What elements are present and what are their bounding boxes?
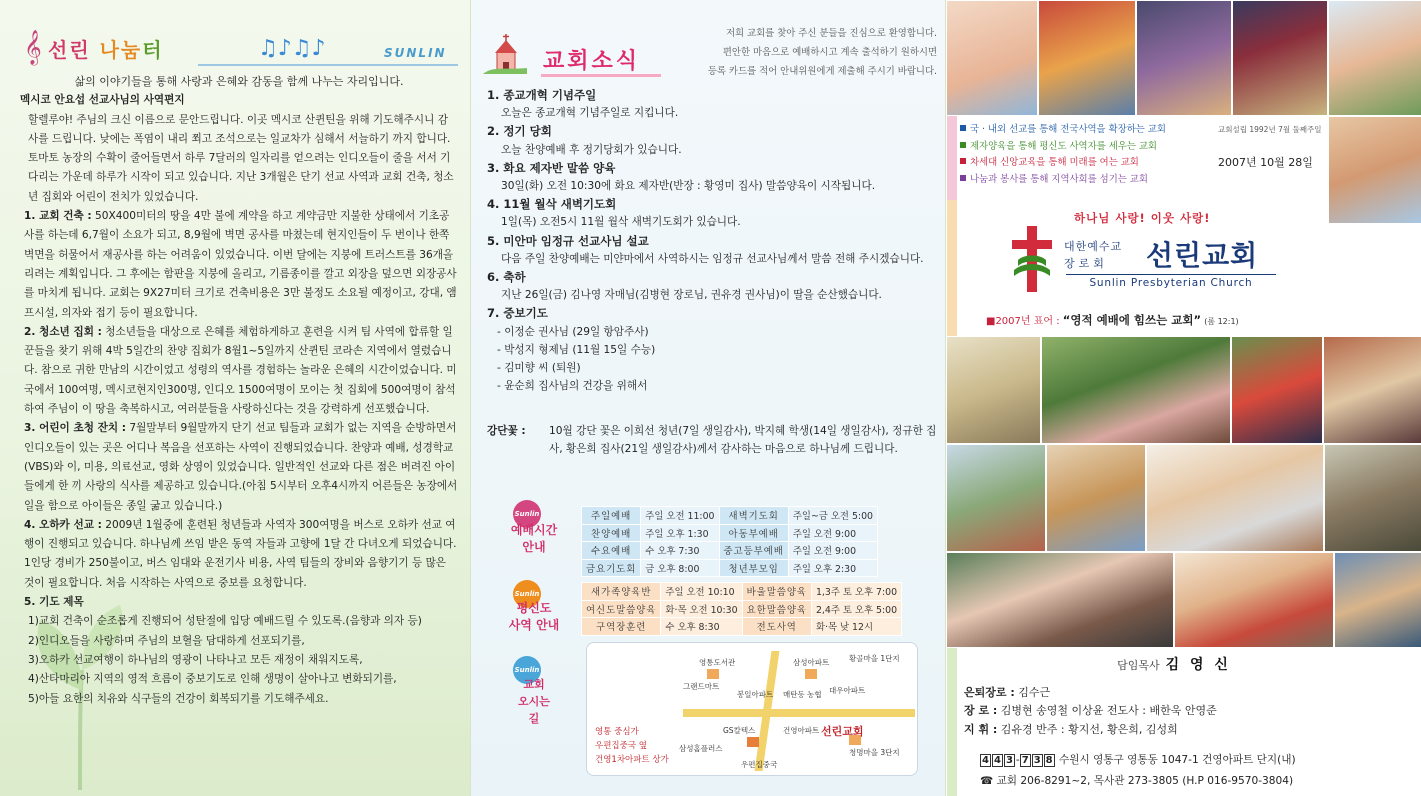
sunlin-badge-icon: Sunlin: [513, 656, 541, 684]
schedule-name: 찬양예배: [582, 524, 641, 542]
map-place: 청명마을 3단지: [849, 748, 900, 757]
schedule-time: 1,3주 토 오후 7:00: [811, 583, 901, 601]
worship-schedule-table: [581, 506, 878, 577]
sunlin-badge-icon: Sunlin: [513, 500, 541, 528]
church-building-icon: [483, 34, 527, 74]
schedule-row: [582, 600, 902, 618]
photo: [946, 552, 1174, 648]
schedule-name: 주일예배: [582, 507, 641, 525]
worship-label: 예배시간 안내: [510, 523, 558, 554]
music-clef-icon: 𝄞: [24, 30, 42, 65]
photo: [1174, 552, 1334, 648]
prayer-item: 5)아들 요한의 치유와 식구들의 건강이 회복되기를 기도해주세요.: [28, 692, 329, 705]
photo: [1323, 336, 1421, 444]
building-icon: [805, 669, 817, 679]
letter-item: 4. 오하카 선교 : 2009년 1월중에 훈련된 청년들과 사역자 300여명을 버스로 오하카 선교 여행이 진행되고 있습니다. 하나님께 쓰임 받은 동역 자들과 고향에 1달 간 다녀오게 되었습니다. 1인당 경비가 250불이고, 버스 임대와 운전기사 비용, 사역 팀들의 장비와 음향기기 등 많은 것이 필요합니다. 처음 시작하는 사역으로 중보를 요청합니다.: [24, 518, 457, 589]
photo: [1324, 444, 1421, 552]
schedule-time: 주일 오후 1:30: [641, 524, 719, 542]
map-place: GS칼텍스: [723, 726, 756, 735]
header-divider: [198, 64, 458, 66]
photo: [1146, 444, 1324, 552]
schedule-time: 주일~금 오전 5:00: [788, 507, 877, 525]
schedule-time: 주일 오후 2:30: [788, 559, 877, 577]
news-item: 3. 화요 제자반 말씀 양육 30일(화) 오전 10:30에 화요 제자반(반장 : 황영미 집사) 말씀양육이 시작됩니다.: [487, 160, 876, 193]
photo: [1041, 336, 1231, 444]
church-cross-logo-icon: [1010, 226, 1054, 292]
photo: [1046, 444, 1146, 552]
schedule-name: 청년부모임: [719, 559, 788, 577]
schedule-name: 아동부예배: [719, 524, 788, 542]
denomination-line-2: 장로회: [1064, 257, 1108, 270]
left-panel: [0, 0, 470, 796]
intercession: 7. 중보기도 - 이정순 권사님 (29일 항암주사) - 박성지 형제님 (11월 15일 수능) - 김미향 씨 (퇴원) - 윤순희 집사님의 건강을 위해서: [487, 306, 656, 393]
map-road: [683, 709, 915, 717]
schedule-time: 수 오후 8:30: [661, 618, 742, 636]
staff-list: [964, 684, 1384, 739]
sharing-body: [20, 72, 458, 709]
schedule-name: 여신도말씀양육: [582, 600, 661, 618]
lay-ministry-table: [581, 582, 902, 636]
map-place: 우편집중국: [741, 760, 778, 769]
denomination-line-1: 대한예수교: [1064, 240, 1123, 253]
schedule-time: 주일 오전 9:00: [788, 542, 877, 560]
mission-item: 국 · 내외 선교를 통해 전국사역을 확장하는 교회: [960, 122, 1200, 139]
letter-item: 3. 어린이 초청 잔치 : 7월말부터 9월말까지 단기 선교 팀들과 교회가 없는 지역을 순방하면서 인디오들이 있는 곳은 어디나 복음을 선포하는 사역이 진행되었습니다. 찬양과 예배, 성경학교(VBS)와 이, 미용, 의료선교, 영화 상영이 있었습니다. 일반적인 선교와 다른 점은 버려진 아이들에게 한 끼 사랑의 식사를 제공하고 있습니다.(아침 5시부터 오후4시까지 어른들은 농장에서 일을 함으로 아이들은 종일 굶고 있습니다.): [24, 422, 458, 512]
map-church-marker: 선린교회: [821, 725, 864, 738]
sharing-header: [18, 18, 458, 68]
church-phone: ☎ 교회 206-8291~2, 목사관 273-3805 (H.P 016-9570-3804): [980, 775, 1294, 787]
schedule-time: 화·목 오전 10:30: [661, 600, 742, 618]
senior-pastor: 담임목사 김 영 신: [1117, 657, 1231, 673]
sunlin-label: SUNLIN: [384, 46, 447, 60]
welcome-message: 저희 교회를 찾아 주신 분들을 진심으로 환영합니다. 편안한 마음으로 예배하시고 계속 출석하기 원하시면 등록 카드를 적어 안내위원에게 제출해 주시기 바랍니다.: [707, 28, 937, 77]
yearly-motto: ■2007년 표어 : “영적 예배에 힘쓰는 교회” (롬 12:1): [986, 313, 1239, 327]
mission-item: 나눔과 봉사를 통해 지역사회를 섬기는 교회: [960, 172, 1200, 189]
map-place: 건영아파트: [783, 726, 820, 735]
photo: [1136, 0, 1232, 116]
schedule-name: 새가족양육반: [582, 583, 661, 601]
news-item: 2. 정기 당회 오늘 찬양예배 후 정기당회가 있습니다.: [487, 124, 682, 156]
altar-flowers: 강단꽃 : 10월 강단 꽃은 이희선 청년(7일 생일감사), 박지혜 학생(14일 생일감사), 정규한 집사, 황은희 집사(21일 생일감사)께서 감사하는 마음으로 하나님께 드립니다.: [487, 425, 937, 456]
prayer-item: 1)교회 건축이 순조롭게 진행되어 성탄절에 입당 예배드릴 수 있도록.(음향과 의자 등): [28, 615, 422, 628]
news-list: [487, 86, 937, 395]
letter-title: 멕시코 안요섭 선교사님의 사역편지: [20, 94, 185, 107]
map-place: 그랜드마트: [683, 682, 720, 691]
schedule-time: 주일 오전 11:00: [641, 507, 719, 525]
news-item: 5. 미안마 임정규 선교사님 설교 다음 주일 찬양예배는 미얀마에서 사역하시는 임정규 선교사님께서 말씀 전해 주시겠습니다.: [487, 233, 924, 265]
map-place: 삼성아파트: [793, 658, 830, 667]
map-place: 매탄동 농협: [783, 690, 822, 699]
letter-item: 1. 교회 건축 : 50X400미터의 땅을 4만 불에 계약을 하고 계약금만 지불한 상태에서 기초공사를 하는데 6,7월이 소요가 되고, 8,9월에 벽면 공사를 마쳤는데 현지인들이 두 번이나 한쪽 벽면을 허물어서 재공사를 하는 어려움이 있었습니다. 이번 달에는 지붕에 트러스트를 36개올리려는 계획입니다. 그 후에는 함판을 지붕에 올리고, 기름종이를 깔고 외장을 덮으면 외장공사를 마치게 됩니다. 교회는 9X27미터 크기로 건축비용은 3만 불정도 소요될 예정이고, 강대, 앰프시설, 의자와 접기 등이 필요합니다.: [24, 210, 457, 319]
founded-date: 교회설립 1992년 7월 둘째주일: [1218, 125, 1322, 134]
photo: [1232, 0, 1328, 116]
schedule-row: [582, 583, 902, 601]
staff-row: 지 휘 : 김유경 반주 : 황지선, 황은희, 김성희: [964, 722, 1178, 736]
photo: [946, 0, 1038, 116]
map-place: 삼성홈플러스: [679, 744, 723, 753]
photo: [1328, 116, 1421, 224]
church-name-english: Sunlin Presbyterian Church: [1066, 274, 1276, 289]
schedule-name: 요한말씀양육: [742, 600, 811, 618]
photo: [1328, 0, 1421, 116]
church-address: 4 4 3 - 7 3 8 수원시 영통구 영통동 1047-1 건영아파트 단지(내): [982, 754, 1296, 766]
prayer-item: 2)인디오들을 사랑하며 주님의 보혈을 담대하게 선포되기를,: [28, 634, 305, 647]
schedule-name: 바울말씀양육: [742, 583, 811, 601]
title-underline: [541, 74, 661, 77]
news-item: 1. 종교개혁 기념주일 오늘은 종교개혁 기념주일로 지킵니다.: [487, 88, 679, 120]
letter-paragraph: 할렐루야! 주님의 크신 이름으로 문안드립니다. 이곳 멕시코 산퀸틴을 위해 기도해주시니 감사를 드립니다. 낮에는 폭염이 내리 쬐고 조석으로는 일교차가 심해서 서늘하기 까지 합니다. 토마토 농장의 수확이 줄어들면서 하루 7달러의 일자리를 얻으려는 인디오들이 줄을 서서 기다리는 가운데 하루가 시작이 되고 있습니다. 지난 3개월은 단기 선교 사역과 교회 건축, 청소년 집회와 어린이 전치가 있었습니다.: [28, 113, 454, 203]
mission-item: 차세대 신앙교육을 통해 미래를 여는 교회: [960, 155, 1200, 172]
church-news-title: 교회소식: [543, 49, 641, 74]
directions-label: 교회 오시는 길: [518, 678, 550, 725]
prayer-item: 4)산타마리아 지역의 영적 흐름이 중보기도로 인해 생명이 살아나고 변화되기를,: [28, 673, 397, 686]
schedule-time: 수 오후 7:30: [641, 542, 719, 560]
sunlin-badge-icon: Sunlin: [513, 580, 541, 608]
map-place: 봉일아파트: [737, 690, 774, 699]
map-directions-text: 영통 중심가 우편집중국 옆 건영1차아파트 상가: [595, 727, 669, 765]
schedule-row: [582, 542, 878, 560]
right-panel: [945, 0, 1421, 796]
map-place: 영통도서관: [699, 658, 736, 667]
schedule-name: 새벽기도회: [719, 507, 788, 525]
prayer-item: 3)오하카 선교여행이 하나님의 영광이 나타나고 모든 재정이 채워지도록,: [28, 653, 363, 666]
map-place: 황골마을 1단지: [849, 654, 900, 663]
schedule-time: 2,4주 토 오후 5:00: [811, 600, 901, 618]
prayer-title: 5. 기도 제목: [24, 596, 84, 609]
music-notes-icon: ♫♪♫♪: [258, 36, 326, 61]
schedule-row: [582, 559, 878, 577]
schedule-name: 수요예배: [582, 542, 641, 560]
photo: [1334, 552, 1421, 648]
schedule-name: 중고등부예배: [719, 542, 788, 560]
building-icon: [707, 669, 719, 679]
bulletin-date: 2007년 10월 28일: [1218, 156, 1313, 169]
church-missions: [960, 122, 1200, 188]
church-info-box: [964, 648, 1384, 796]
intro-text: 삶의 이야기들을 통해 사랑과 은혜와 감동을 함께 나누는 자리입니다.: [74, 75, 404, 88]
photo: [946, 444, 1046, 552]
schedule-name: 금요기도회: [582, 559, 641, 577]
schedule-name: 전도사역: [742, 618, 811, 636]
schedule-time: 화·목 낮 12시: [811, 618, 901, 636]
schedule-name: 구역장훈련: [582, 618, 661, 636]
letter-item: 2. 청소년 집회 : 청소년들을 대상으로 은혜를 체험하게하고 훈련을 시켜 팀 사역에 합류할 일꾼들을 찾기 위해 4박 5일간의 찬양 집회가 8월1~5일까지 산퀸틴 코라손 지역에서 열렸습니다. 참으로 귀한 만남의 시간이었고 성령의 역사를 경험하는 놀라운 은혜의 시간이었습니다. 미국에서 100여명, 멕시코현지인300명, 인디오 1500여명이 모이는 첫 집회에 500여명이 참석하여 주님이 이 땅을 축복하시고, 여러분들을 사랑하신다는 것을 강력하게 선포했습니다.: [24, 325, 457, 416]
directions-map: [586, 642, 918, 776]
schedule-time: 금 오후 8:00: [641, 559, 719, 577]
photo: [1038, 0, 1136, 116]
staff-row: 은퇴장로 : 김수근: [964, 686, 1051, 699]
map-place: 대우아파트: [829, 686, 866, 695]
schedule-row: [582, 524, 878, 542]
schedule-row: [582, 507, 878, 525]
sharing-title: 선린 나눔터: [48, 38, 164, 62]
schedule-time: 주일 오전 9:00: [788, 524, 877, 542]
building-icon: [747, 737, 759, 747]
schedule-row: [582, 618, 902, 636]
lay-ministry-label: 평신도 사역 안내: [508, 601, 560, 632]
photo: [946, 336, 1041, 444]
church-name: 선린교회: [1146, 239, 1259, 272]
church-slogan: 하나님 사랑! 이웃 사랑!: [1074, 211, 1211, 225]
photo: [1231, 336, 1323, 444]
mission-item: 제자양육을 통해 평신도 사역자를 세우는 교회: [960, 139, 1200, 156]
staff-row: 장 로 : 김병현 송영철 이상윤 전도사 : 배한욱 안영준: [964, 704, 1217, 718]
schedule-time: 주일 오전 10:10: [661, 583, 742, 601]
news-item: 4. 11월 월삭 새벽기도회 1일(목) 오전5시 11월 월삭 새벽기도회가 있습니다.: [487, 197, 741, 229]
news-item: 6. 축하 지난 26일(금) 김나영 자매님(김병현 장로님, 권유경 권사님)이 딸을 순산했습니다.: [487, 270, 882, 302]
